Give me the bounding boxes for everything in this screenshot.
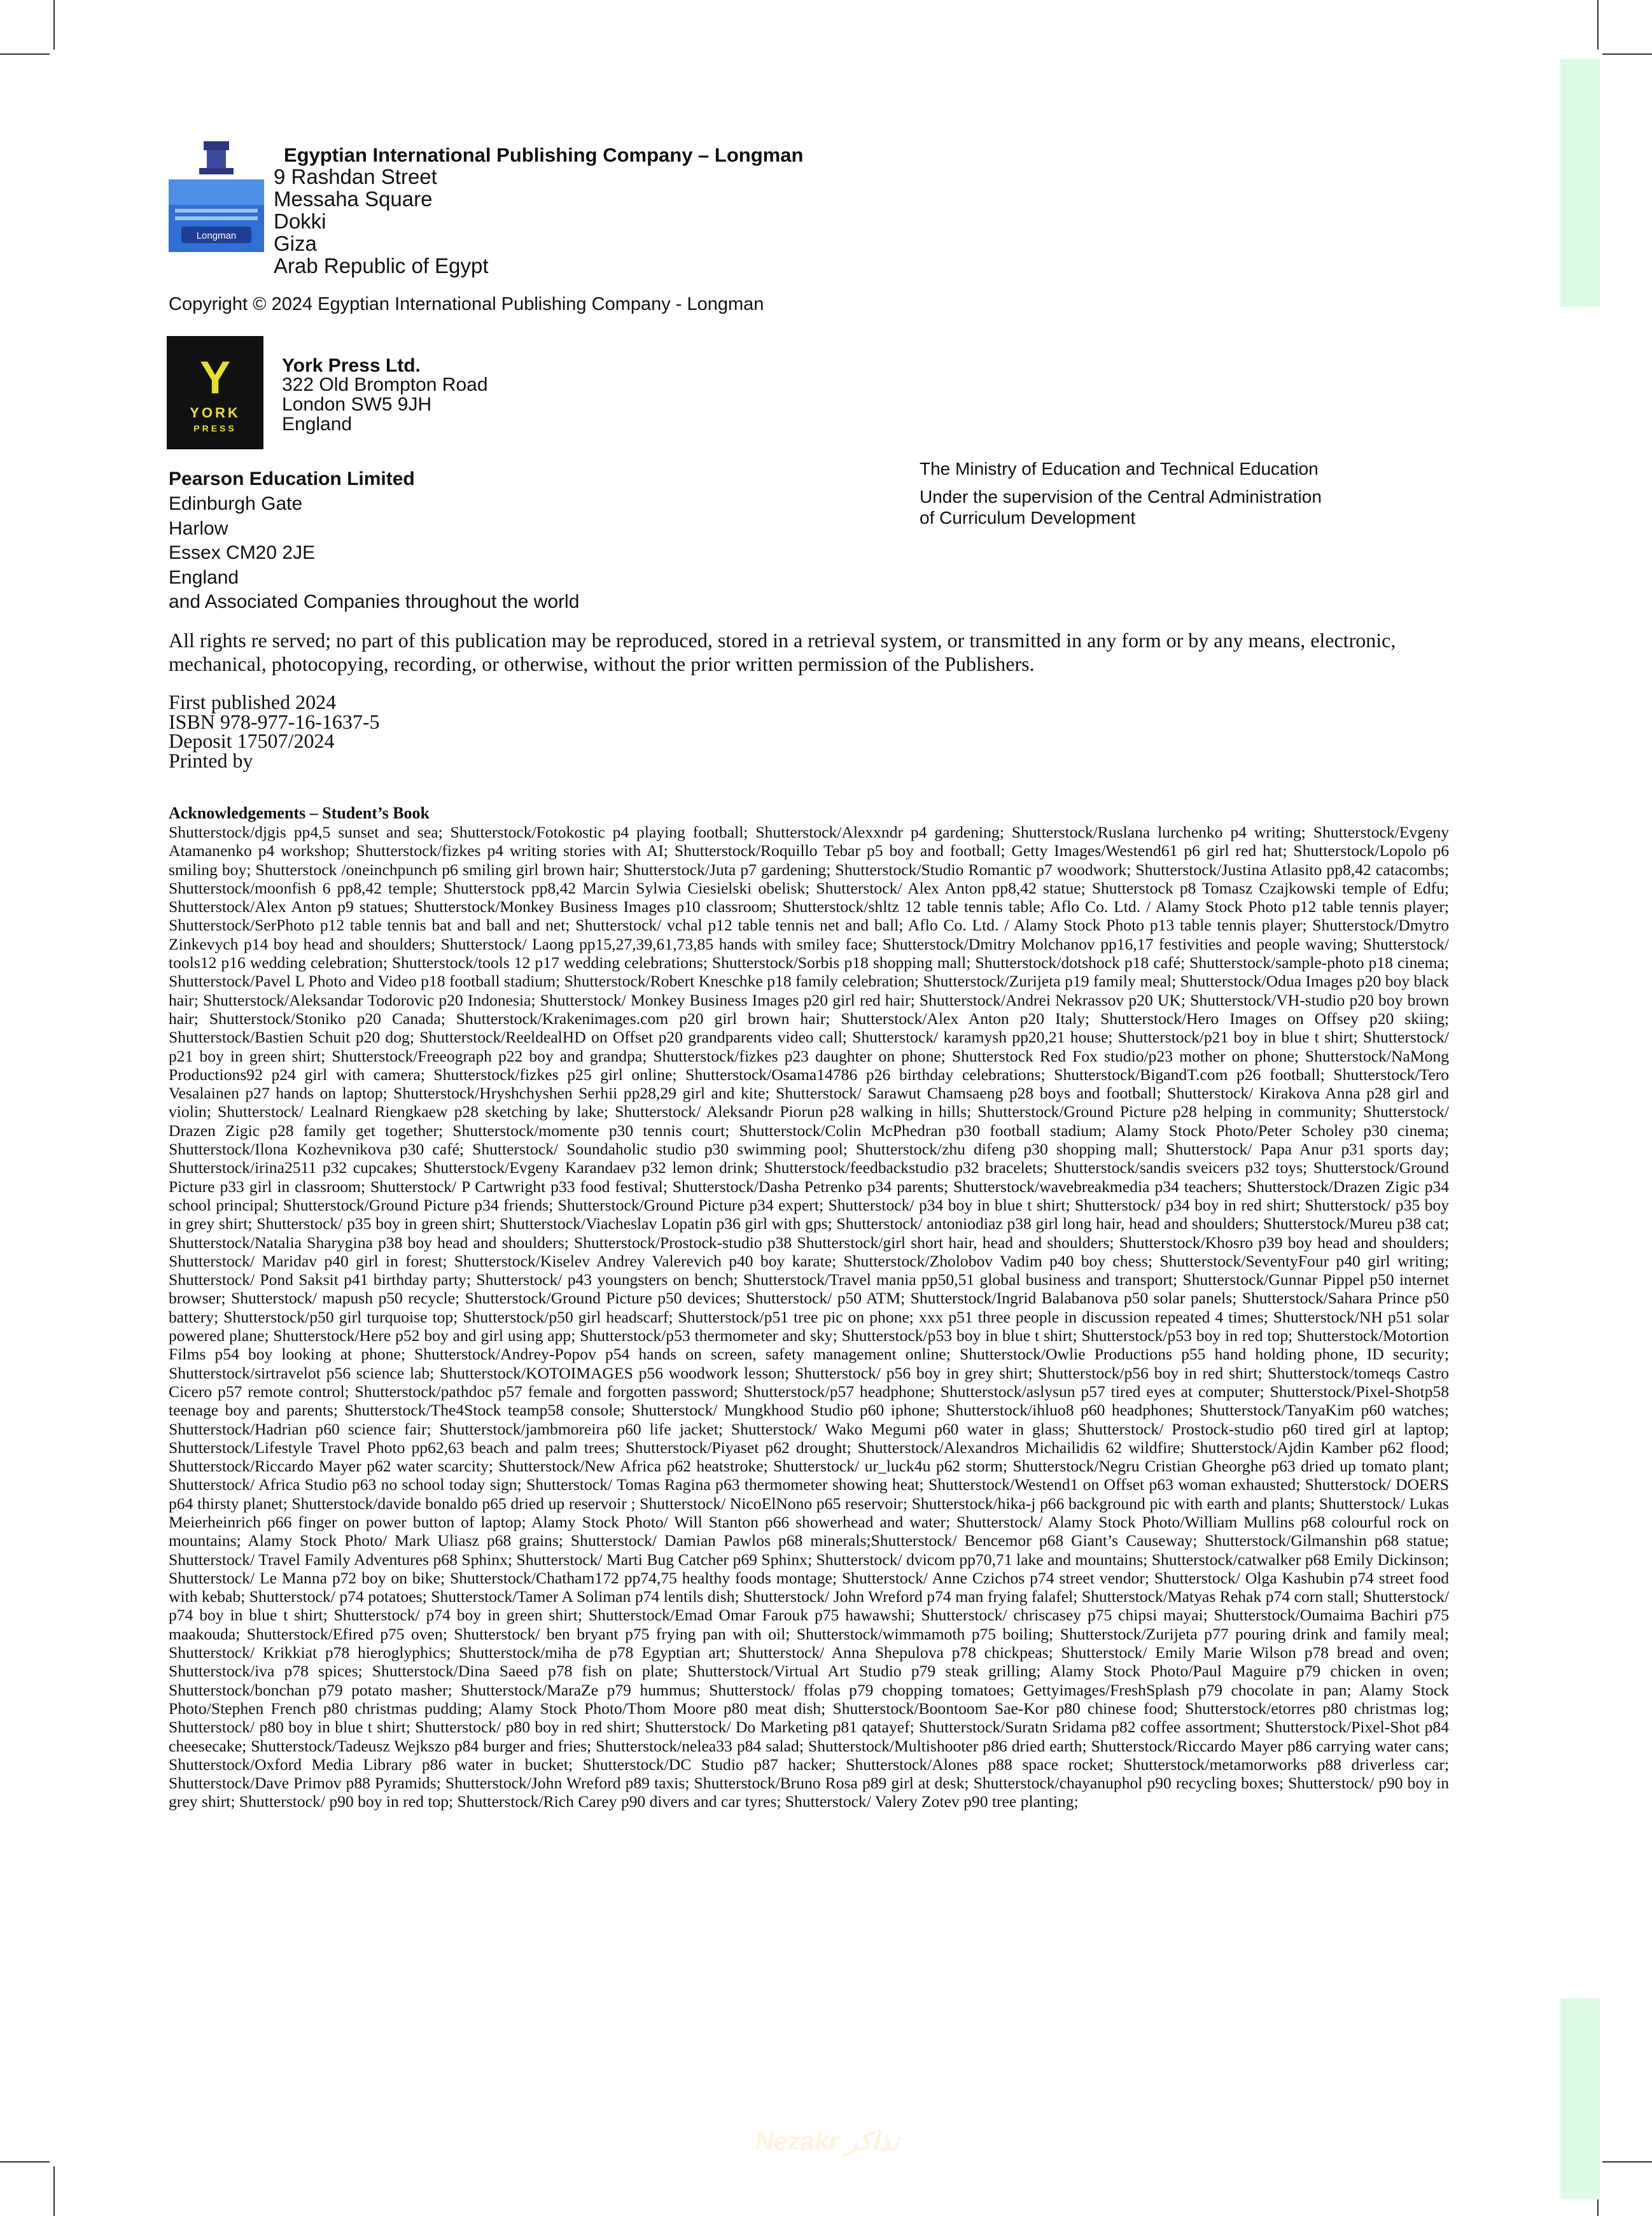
isbn: ISBN 978-977-16-1637-5 xyxy=(169,710,380,733)
acknowledgements-heading: Acknowledgements – Student’s Book xyxy=(169,804,430,822)
crop-mark-bottom-left-v xyxy=(53,2166,55,2216)
edge-tab-bottom xyxy=(1560,1998,1600,2199)
pearson-address-line: Essex CM20 2JE xyxy=(169,542,316,563)
crop-mark-top-right-v xyxy=(1597,0,1599,50)
crop-mark-top-left-v xyxy=(53,0,55,50)
pearson-address-line: Edinburgh Gate xyxy=(169,493,303,514)
crop-mark-top-left-h xyxy=(0,53,50,55)
york-press-name: York Press Ltd. xyxy=(282,355,421,376)
york-address-line: 322 Old Brompton Road xyxy=(282,374,488,395)
eipc-address-line: Giza xyxy=(274,232,317,255)
watermark-logo xyxy=(732,2118,923,2163)
eipc-address-line: Dokki xyxy=(274,209,326,233)
york-press-logo xyxy=(167,336,263,449)
ministry-line: The Ministry of Education and Technical Education xyxy=(920,459,1319,479)
crop-mark-bottom-right-h xyxy=(1602,2161,1652,2163)
ministry-line: of Curriculum Development xyxy=(920,508,1136,528)
ministry-block xyxy=(920,458,1322,528)
printed-by: Printed by xyxy=(169,748,253,772)
york-address-line: London SW5 9JH xyxy=(282,394,432,415)
pearson-address-line: Harlow xyxy=(169,517,228,539)
publication-info xyxy=(169,692,380,770)
york-logo-word: YORK xyxy=(190,405,241,421)
edge-tab-top xyxy=(1560,59,1600,307)
pearson-address xyxy=(169,492,579,615)
deposit-number: Deposit 17507/2024 xyxy=(169,729,335,752)
york-address-line: England xyxy=(282,414,353,435)
york-press-address xyxy=(282,375,488,434)
pearson-name: Pearson Education Limited xyxy=(169,468,415,489)
eipc-address xyxy=(274,165,489,277)
eipc-logo xyxy=(169,140,264,252)
york-logo-word: PRESS xyxy=(193,423,237,433)
crop-mark-bottom-left-h xyxy=(0,2161,50,2163)
rights-statement: All rights re served; no part of this publication may be reproduced, stored in a retrieval system, or transmitted in any form or by any means, electronic, mechanical, photocopying, recording, or otherwise, without the prior written permission of the Publishers. xyxy=(169,629,1396,675)
eipc-name: Egyptian International Publishing Company – Longman xyxy=(284,144,804,166)
watermark-text: Nezakr نذاكر xyxy=(755,2128,900,2156)
crop-mark-top-right-h xyxy=(1602,53,1652,55)
eipc-address-line: Messaha Square xyxy=(274,187,433,211)
pearson-address-line: England xyxy=(169,566,239,588)
pearson-address-line: and Associated Companies throughout the world xyxy=(169,591,580,612)
first-published: First published 2024 xyxy=(169,691,337,713)
copyright-line: Copyright © 2024 Egyptian International Publishing Company - Longman xyxy=(169,294,764,314)
york-logo-letter: Y xyxy=(199,353,231,403)
ministry-line: Under the supervision of the Central Administration xyxy=(920,487,1322,507)
eipc-address-line: Arab Republic of Egypt xyxy=(274,254,489,277)
eipc-address-line: 9 Rashdan Street xyxy=(274,165,437,188)
acknowledgements-body: Shutterstock/djgis pp4,5 sunset and sea; Shutterstock/Fotokostic p4 playing football; Shutterstock/Alexxndr p4 gardening; Shutterstock/Ruslana lurchenko p4 writing; Shutterstock/Evgeny Atamanenko p4 workshop; Shutterstock/fizkes p4 writing stories with AI; Shutterstock/Roquillo Tebar p5 boy and football; Getty Images/Westend61 p6 girl red hat; Shutterstock/Lopolo p6 smiling boy; Shutterstock /oneinchpunch p6 smiling girl brown hair; Shutterstock/Juta p7 gardening; Shutterstock/Studio Romantic p7 woodwork; Shutterstock/Justina Atlasito pp8,42 catacombs; Shutterstock/moonfish 6 pp8,42 temple; Shutterstock pp8,42 Marcin Sylwia Ciesielski obelisk; Shutterstock/ Alex Anton pp8,42 statue; Shutterstock p8 Tomasz Czajkowski temple of Edfu; Shutterstock/Alex Anton p9 statues; Shutterstock/Monkey Business Images p10 classroom; Shutterstock/shltz 12 table tennis table; Aflo Co. Ltd. / Alamy Stock Photo p12 table tennis player; Shutterstock/SerPhoto p12 table tennis bat and ball and net; Shutterstock/ vchal p12 table tennis net and ball; Aflo Co. Ltd. / Alamy Stock Photo p13 table tennis player; Shutterstock/Dmytro Zinkevych p14 boy head and shoulders; Shutterstock/ Laong pp15,27,39,61,73,85 hands with smiley face; Shutterstock/Dmitry Molchanov pp16,17 festivities and people waving; Shutterstock/ tools12 p16 wedding celebration; Shutterstock/tools 12 p17 wedding celebrations; Shutterstock/Sorbis p18 shopping mall; Shutterstock/dotshock p18 café; Shutterstock/sample-photo p18 cinema; Shutterstock/Pavel L Photo and Video p18 football stadium; Shutterstock/Robert Kneschke p18 family celebration; Shutterstock/Zurijeta p19 family meal; Shutterstock/Odua Images p20 boy black hair; Shutterstock/Aleksandar Todorovic p20 Indonesia; Shutterstock/ Monkey Business Images p20 girl red hair; Shutterstock/Andrei Nekrassov p20 UK; Shutterstock/VH-studio p20 boy brown hair; Shutterstock/Stoniko p20 Canada; Shutterstock/Krakenimages.com p20 girl brown hair; Shutterstock/Alex Anton p20 Italy; Shutterstock/Hero Images on Offsey p20 skiing; Shutterstock/Bastien Schuit p20 dog; Shutterstock/ReeldealHD on Offset p20 grandparents video call; Shutterstock/ karamysh pp20,21 house; Shutterstock/p21 boy in blue t shirt; Shutterstock/ p21 boy in green shirt; Shutterstock/Freeograph p22 boy and grandpa; Shutterstock/fizkes p23 daughter on phone; Shutterstock Red Fox studio/p23 mother on phone; Shutterstock/NaMong Productions92 p24 girl with camera; Shutterstock/fizkes p25 girl online; Shutterstock/Osama14786 p26 birthday celebrations; Shutterstock/BigandT.com p26 football; Shutterstock/Tero Vesalainen p27 hands on laptop; Shutterstock/Hryshchyshen Serhii pp28,29 girl and kite; Shutterstock/ Sarawut Chamsaeng p28 boys and football; Shutterstock/ Kirakova Anna p28 girl and violin; Shutterstock/ Lealnard Riengkaew p28 sketching by lake; Shutterstock/ Aleksandr Piorun p28 walking in hills; Shutterstock/Ground Picture p28 helping in community; Shutterstock/ Drazen Zigic p28 family get together; Shutterstock/momente p30 tennis court; Shutterstock/Colin McPhedran p30 football stadium; Alamy Stock Photo/Peter Scholey p30 cinema; Shutterstock/Ilona Kozhevnikova p30 café; Shutterstock/ Soundaholic studio p30 swimming pool; Shutterstock/zhu difeng p30 shopping mall; Shutterstock/ Papa Anur p31 sports day; Shutterstock/irina2511 p32 cupcakes; Shutterstock/Evgeny Karandaev p32 lemon drink; Shutterstock/feedbackstudio p32 bracelets; Shutterstock/sandis sveicers p32 toys; Shutterstock/Ground Picture p33 girl in classroom; Shutterstock/ P Cartwright p33 food festival; Shutterstock/Dasha Petrenko p34 parents; Shutterstock/wavebreakmedia p34 teachers; Shutterstock/Drazen Zigic p34 school principal; Shutterstock/Ground Picture p34 friends; Shutterstock/Ground Picture p34 expert; Shutterstock/ p34 boy in blue t shirt; Shutterstock/ p34 boy in red shirt; Shutterstock/ p35 boy in grey shirt; Shutterstock/ p35 boy in green shirt; Shutterstock/Viacheslav Lopatin p36 girl with gps; Shutterstock/ antoniodiaz p38 girl long hair, head and shoulders; Shutterstock/Mureu p38 cat; Shutterstock/Natalia Sharygina p38 boy head and shoulders; Shutterstock/Prostock-studio p38 Shutterstock/girl short hair, head and shoulders; Shutterstock/Khosro p39 boy head and shoulders; Shutterstock/ Maridav p40 girl in forest; Shutterstock/Kiselev Andrey Valerevich p40 boy karate; Shutterstock/Zholobov Vadim p40 boy chess; Shutterstock/SeventyFour p40 girl writing; Shutterstock/ Pond Saksit p41 birthday party; Shutterstock/ p43 youngsters on bench; Shutterstock/Travel mania pp50,51 global business and transport; Shutterstock/Gunnar Pippel p50 internet browser; Shutterstock/ mapush p50 recycle; Shutterstock/Ground Picture p50 devices; Shutterstock/ p50 ATM; Shutterstock/Ingrid Balabanova p50 solar panels; Shutterstock/Sahara Prince p50 battery; Shutterstock/p50 girl turquoise top; Shutterstock/p50 girl headscarf; Shutterstock/p51 tree pic on phone; xxx p51 three people in discussion repeated 4 times; Shutterstock/NH p51 solar powered plane; Shutterstock/Here p52 boy and girl using app; Shutterstock/p53 thermometer and sky; Shutterstock/p53 boy in blue t shirt; Shutterstock/p53 boy in red top; Shutterstock/Motortion Films p54 boy looking at phone; Shutterstock/Andrey-Popov p54 hands on screen, safety management online; Shutterstock/Owlie Productions p55 hand holding phone, ID security; Shutterstock/sirtravelot p56 science lab; Shutterstock/KOTOIMAGES p56 woodwork lesson; Shutterstock/ p56 boy in grey shirt; Shutterstock/p56 boy in red shirt; Shutterstock/tomeqs Castro Cicero p57 remote control; Shutterstock/pathdoc p57 female and forgotten password; Shutterstock/p57 headphone; Shutterstock/aslysun p57 tired eyes at computer; Shutterstock/Pixel-Shotp58 teenage boy and parents; Shutterstock/The4Stock teamp58 console; Shutterstock/ Mungkhood Studio p60 iphone; Shutterstock/ihluo8 p60 headphones; Shutterstock/TanyaKim p60 watches; Shutterstock/Hadrian p60 science fair; Shutterstock/jambmoreira p60 life jacket; Shutterstock/ Wako Megumi p60 water in glass; Shutterstock/ Prostock-studio p60 tired girl at laptop; Shutterstock/Lifestyle Travel Photo pp62,63 beach and palm trees; Shutterstock/Piyaset p62 drought; Shutterstock/Alexandros Michailidis 62 wildfire; Shutterstock/Ajdin Kamber p62 flood; Shutterstock/Riccardo Mayer p62 water scarcity; Shutterstock/New Africa p62 heatstroke; Shutterstock/ ur_luck4u p62 storm; Shutterstock/Negru Cristian Gheorghe p63 dried up tomato plant; Shutterstock/ Africa Studio p63 no school today sign; Shutterstock/ Tomas Ragina p63 thermometer showing heat; Shutterstock/Westend1 on Offset p63 woman exhausted; Shutterstock/ DOERS p64 thirsty planet; Shutterstock/davide bonaldo p65 dried up reservoir ; Shutterstock/ NicoElNono p65 reservoir; Shutterstock/hika-j p66 background pic with earth and plants; Shutterstock/ Lukas Meierheinrich p66 finger on power button of laptop; Alamy Stock Photo/ Will Stanton p66 showerhead and water; Shutterstock/ Alamy Stock Photo/William Mullins p68 colourful rock on mountains; Alamy Stock Photo/ Mark Uliasz p68 grains; Shutterstock/ Damian Pawlos p68 minerals;Shutterstock/ Bencemor p68 Giant’s Causeway; Shutterstock/Gilmanshin p68 statue; Shutterstock/ Travel Family Adventures p68 Sphinx; Shutterstock/ Marti Bug Catcher p69 Sphinx; Shutterstock/ dvicom pp70,71 lake and mountains; Shutterstock/catwalker p68 Emily Dickinson; Shutterstock/ Le Manna p72 boy on bike; Shutterstock/Chatham172 pp74,75 healthy foods montage; Shutterstock/ Anne Czichos p74 street vendor; Shutterstock/ Olga Kashubin p74 street food with kebab; Shutterstock/ p74 potatoes; Shutterstock/Tamer A Soliman p74 lentils dish; Shutterstock/ John Wreford p74 man frying falafel; Shutterstock/Matyas Rehak p74 corn stall; Shutterstock/ p74 boy in blue t shirt; Shutterstock/ p74 boy in green shirt; Shutterstock/Emad Omar Farouk p75 hawawshi; Shutterstock/ chriscasey p75 chipsi mayai; Shutterstock/Oumaima Bachiri p75 maakouda; Shutterstock/Efired p75 oven; Shutterstock/ ben bryant p75 frying pan with oil; Shutterstock/wimmamoth p75 boiling; Shutterstock/Zurijeta p77 pouring drink and family meal; Shutterstock/ Krikkiat p78 hieroglyphics; Shutterstock/miha de p78 Egyptian art; Shutterstock/ Anna Shepulova p78 chickpeas; Shutterstock/ Emily Marie Wilson p78 bread and oven; Shutterstock/iva p78 spices; Shutterstock/Dina Saeed p78 fish on plate; Shutterstock/Virtual Art Studio p79 steak grilling; Alamy Stock Photo/Paul Maguire p79 chicken in oven; Shutterstock/bonchan p79 potato masher; Shutterstock/MaraZe p79 hummus; Shutterstock/ ffolas p79 chopping tomatoes; Gettyimages/FreshSplash p79 chocolate in pan; Alamy Stock Photo/Stephen French p80 christmas pudding; Alamy Stock Photo/Thom Moore p80 meat dish; Shutterstock/Boontoom Sae-Kor p80 chinese food; Shutterstock/etorres p80 christmas log; Shutterstock/ p80 boy in blue t shirt; Shutterstock/ p80 boy in red shirt; Shutterstock/ Do Marketing p81 qatayef; Shutterstock/Suratn Sridama p82 coffee assortment; Shutterstock/Pixel-Shot p84 cheesecake; Shutterstock/Tadeusz Wejkszo p84 burger and fries; Shutterstock/nelea33 p84 salad; Shutterstock/Multishooter p86 dried earth; Shutterstock/Riccardo Mayer p86 carrying water cans; Shutterstock/Oxford Media Library p86 water in bucket; Shutterstock/DC Studio p87 hacker; Shutterstock/Alones p88 space rocket; Shutterstock/metamorworks p88 driverless car; Shutterstock/Dave Primov p88 Pyramids; Shutterstock/John Wreford p89 taxis; Shutterstock/Bruno Rosa p89 girl at desk; Shutterstock/chayanuphol p90 recycling boxes; Shutterstock/ p90 boy in grey shirt; Shutterstock/ p90 boy in red top; Shutterstock/Rich Carey p90 divers and car tyres; Shutterstock/ Valery Zotev p90 tree planting; xyxy=(169,823,1449,1811)
eipc-logo-text: Longman xyxy=(196,230,237,241)
